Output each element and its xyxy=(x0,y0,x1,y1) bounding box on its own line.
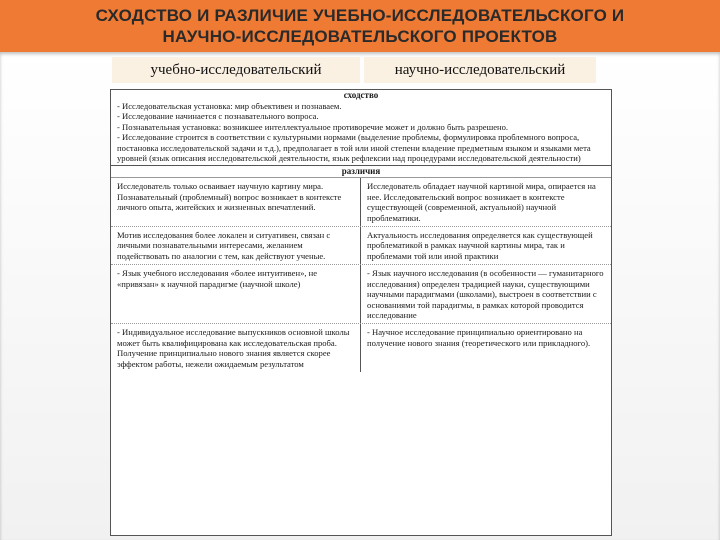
difference-educational xyxy=(111,227,361,264)
difference-row xyxy=(111,324,611,372)
difference-text: Исследователь только осваивает научную картину мира. Познавательный (проблемный) вопрос возникает в контексте личного опыта, житейских и жизненных впечатлений. xyxy=(117,181,342,213)
comparison-table xyxy=(110,89,612,536)
difference-educational xyxy=(111,324,361,372)
difference-text: - Индивидуальное исследование выпускников основной школы может быть квалифицирована как исследовательская проба. Получение принципиально нового знания является скорее эффектом работы, нежели ожидаемым результатом xyxy=(117,327,350,369)
difference-educational xyxy=(111,265,361,323)
similarity-item: - Исследовательская установка: мир объективен и познаваем. xyxy=(117,101,342,111)
similarity-item: - Познавательная установка: возникшее интеллектуальное противоречие может и должно быть разрешено. xyxy=(117,121,509,132)
difference-row xyxy=(111,227,611,265)
column-headers xyxy=(0,57,720,83)
difference-text: - Научное исследование принципиально ориентировано на получение нового знания (теоретического или прикладного). xyxy=(367,327,591,348)
difference-scientific xyxy=(361,265,611,323)
column-header-scientific: научно-исследовательский xyxy=(364,57,596,83)
difference-text: - Язык научного исследования (в особенности — гуманитарного исследования) определен традицией науки, существующими научными парадигмами (школами), выстроен в соответствии с основаниями той парадигмы, в рамках которой проводится исследование xyxy=(367,268,604,320)
difference-row xyxy=(111,265,611,324)
similarity-item: - Исследование строится в соответствии с культурными нормами (выделение проблемы, формулировка проблемного вопроса, постановка исследовательской задачи и т.д.), предполагает в той или иной степени владение предметным языком и языками мета уровней (язык описания исследовательской деятельности, язык рефлексии над процедурами исследовательской деятельности) xyxy=(117,132,591,164)
differences-label: различия xyxy=(111,166,611,178)
difference-row xyxy=(111,178,611,227)
similarity-item: - Исследование начинается с познавательного вопроса. xyxy=(117,111,319,122)
difference-scientific xyxy=(361,227,611,264)
difference-scientific xyxy=(361,324,611,372)
slide-title-bar xyxy=(0,0,720,52)
difference-educational xyxy=(111,178,361,226)
slide-title-line-2: НАУЧНО-ИССЛЕДОВАТЕЛЬСКОГО ПРОЕКТОВ xyxy=(162,27,558,46)
slide-title-line-1: СХОДСТВО И РАЗЛИЧИЕ УЧЕБНО-ИССЛЕДОВАТЕЛЬСКОГО И xyxy=(95,6,625,25)
similarity-list xyxy=(111,101,611,166)
difference-text: - Язык учебного исследования «более интуитивен», не «привязан» к научной парадигме (научной школе) xyxy=(117,268,318,289)
column-header-educational: учебно-исследовательский xyxy=(112,57,360,83)
similarity-label: сходство xyxy=(343,90,379,100)
difference-text: Исследователь обладает научной картиной мира, опирается на нее. Исследовательский вопрос возникает в контексте существующей (современной, актуальной) научной проблематики. xyxy=(367,181,596,223)
difference-text: Актуальность исследования определяется как существующей проблематикой в рамках научной картины мира, так и проблемами той или иной практики xyxy=(367,230,593,261)
difference-text: Мотив исследования более локален и ситуативен, связан с личными познавательными интересами, желанием подействовать по аналогии с тем, как действуют ученые. xyxy=(117,230,331,261)
difference-scientific xyxy=(361,178,611,226)
